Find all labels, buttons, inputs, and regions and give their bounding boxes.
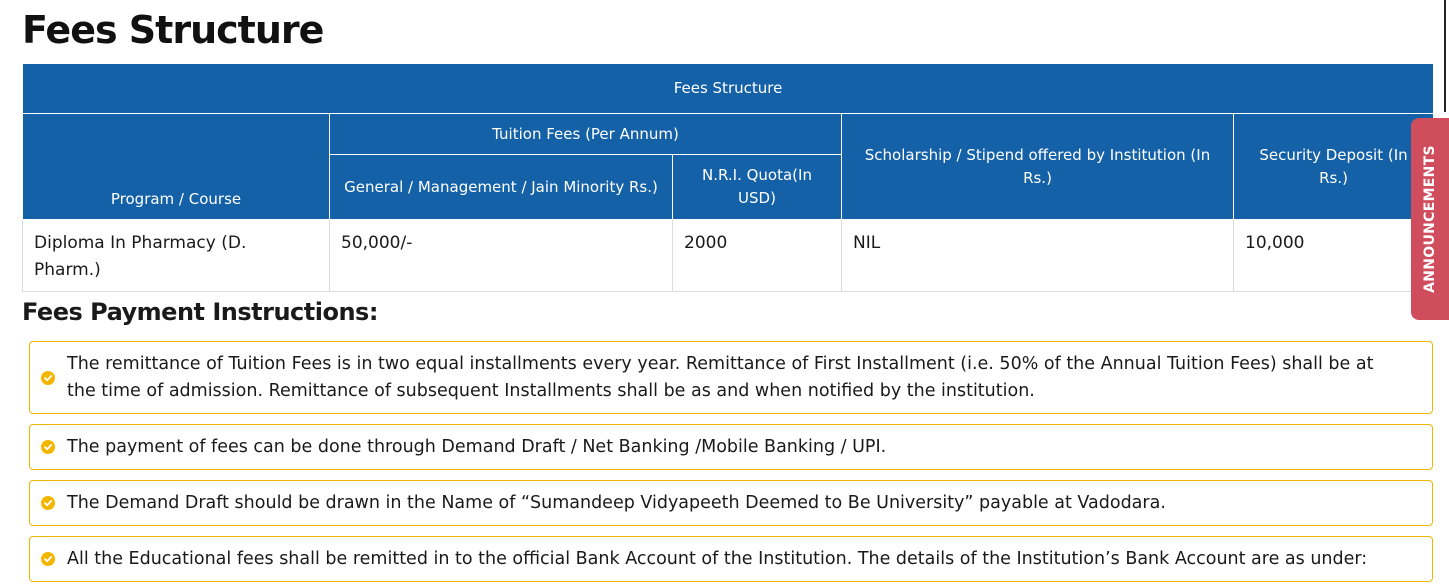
cell-general-fee: 50,000/- xyxy=(330,220,673,292)
scrollbar-edge xyxy=(1444,0,1446,112)
instruction-text: All the Educational fees shall be remitted in to the official Bank Account of the Institution. The details of the Institution’s Bank Account are as under: xyxy=(67,548,1368,569)
instructions-title: Fees Payment Instructions: xyxy=(22,298,378,326)
instruction-text: The payment of fees can be done through Demand Draft / Net Banking /Mobile Banking / UPI. xyxy=(67,436,887,457)
check-circle-icon xyxy=(41,496,55,510)
announcements-tab[interactable] xyxy=(1411,118,1449,320)
check-circle-icon xyxy=(41,371,55,385)
cell-scholarship: NIL xyxy=(842,220,1234,292)
fees-table xyxy=(22,63,1434,292)
instruction-item xyxy=(29,480,1433,526)
instruction-text: The remittance of Tuition Fees is in two equal installments every year. Remittance of First Installment (i.e. 50% of the Annual Tuition Fees) shall be at the time of admission. Remittance of subsequent Installments shall be as and when notified by the institution. xyxy=(67,353,1374,401)
table-row xyxy=(23,220,1434,292)
instruction-text: The Demand Draft should be drawn in the Name of “Sumandeep Vidyapeeth Deemed to Be University” payable at Vadodara. xyxy=(67,492,1166,513)
check-circle-icon xyxy=(41,552,55,566)
header-security-deposit: Security Deposit (In Rs.) xyxy=(1234,114,1434,220)
header-nri: N.R.I. Quota(In USD) xyxy=(673,155,842,220)
announcements-label: ANNOUNCEMENTS xyxy=(1422,145,1438,293)
header-general: General / Management / Jain Minority Rs.) xyxy=(330,155,673,220)
page-title: Fees Structure xyxy=(22,8,324,52)
header-program: Program / Course xyxy=(23,114,330,220)
check-circle-icon xyxy=(41,440,55,454)
cell-nri-fee: 2000 xyxy=(673,220,842,292)
header-scholarship: Scholarship / Stipend offered by Institution (In Rs.) xyxy=(842,114,1234,220)
instruction-item xyxy=(29,341,1433,414)
instruction-item xyxy=(29,536,1433,582)
cell-program: Diploma In Pharmacy (D. Pharm.) xyxy=(23,220,330,292)
table-caption: Fees Structure xyxy=(23,64,1434,114)
cell-security-deposit: 10,000 xyxy=(1234,220,1434,292)
header-tuition-group: Tuition Fees (Per Annum) xyxy=(330,114,842,155)
instruction-item xyxy=(29,424,1433,470)
